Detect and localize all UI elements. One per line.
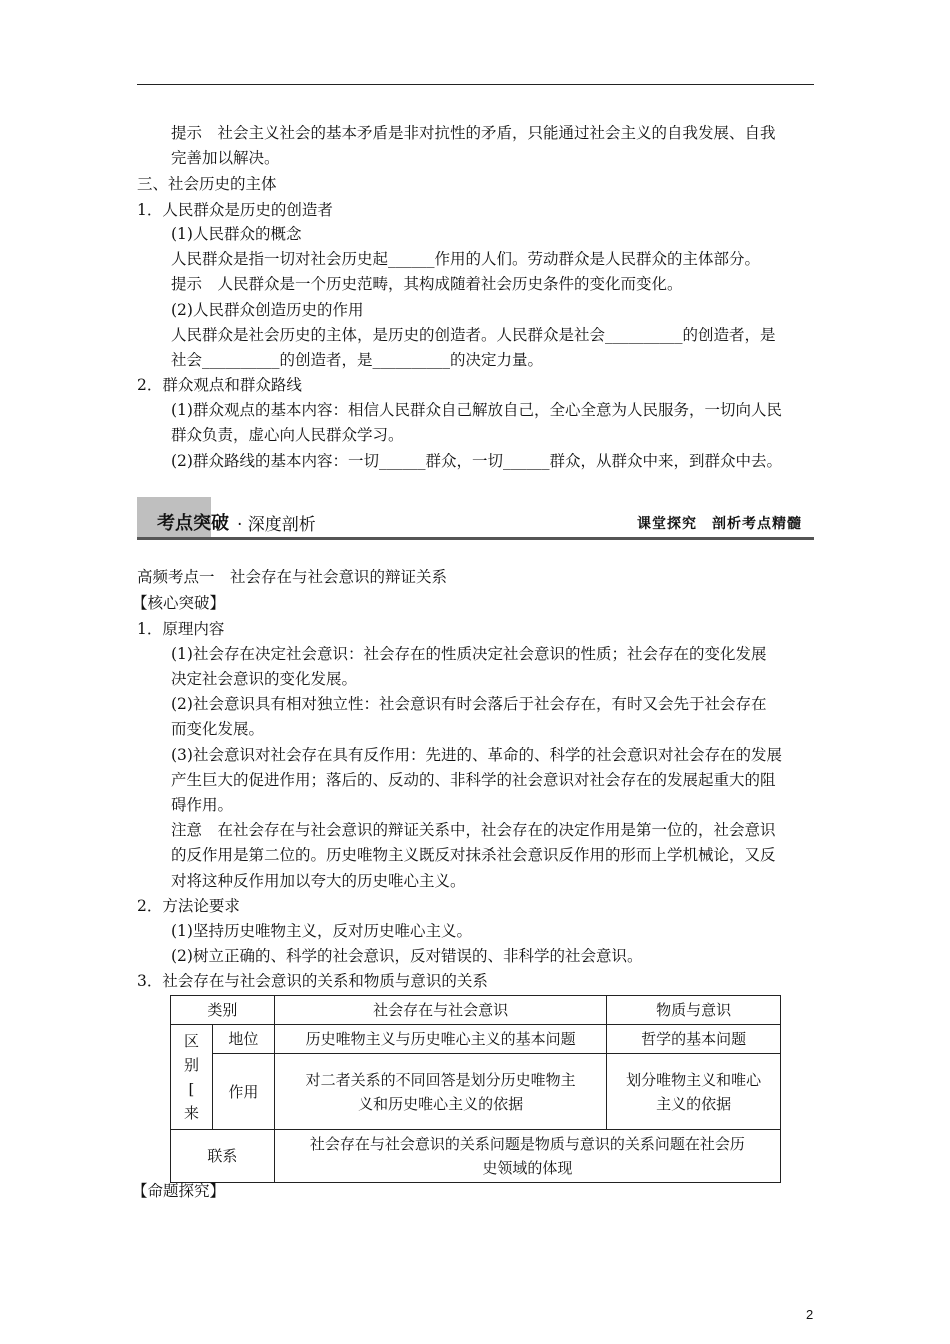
- text-line: 社会__________的创造者，是__________的决定力量。: [171, 351, 544, 369]
- header-cell-matter: 物质与意识: [607, 996, 781, 1025]
- cell-line: 社会存在与社会意识的关系问题是物质与意识的关系问题在社会历: [309, 1135, 745, 1153]
- note-line: 对将这种反作用加以夸大的历史唯心主义。: [171, 872, 466, 890]
- text-line: (1)群众观点的基本内容：相信人民群众自己解放自己，全心全意为人民服务，一切向人民: [171, 401, 782, 419]
- table-cell: 历史唯物主义与历史唯心主义的基本问题: [274, 1025, 606, 1054]
- note-line: 注意 在社会存在与社会意识的辩证关系中，社会存在的决定作用是第一位的，社会意识: [171, 821, 776, 839]
- cell-line: 主义的依据: [656, 1094, 732, 1113]
- text-line: 提示 社会主义社会的基本矛盾是非对抗性的矛盾，只能通过社会主义的自我发展、自我: [171, 124, 776, 142]
- text-line: (1)人民群众的概念: [171, 225, 302, 243]
- header-cell-society: 社会存在与社会意识: [274, 996, 606, 1025]
- header-cell-category: 类别: [171, 996, 275, 1025]
- table-row: [171, 1054, 781, 1130]
- text-line: 群众负责，虚心向人民群众学习。: [171, 426, 404, 444]
- cell-line: 对二者关系的不同回答是划分历史唯物主: [305, 1070, 576, 1089]
- row-label-status: 地位: [212, 1025, 274, 1054]
- table-cell: [274, 1130, 780, 1183]
- subsection-heading: 2．群众观点和群众路线: [137, 376, 302, 394]
- cell-line: 划分唯物主义和唯心: [626, 1070, 762, 1089]
- text-line: (2)社会意识具有相对独立性：社会意识有时会落后于社会存在，有时又会先于社会存在: [171, 695, 767, 713]
- group-label-char: 来: [183, 1104, 199, 1122]
- section-banner: [137, 497, 814, 541]
- cell-line: 史领域的体现: [482, 1159, 573, 1177]
- banner-title: 考点突破: [157, 513, 229, 534]
- text-line: (3)社会意识对社会存在具有反作用：先进的、革命的、科学的社会意识对社会存在的发展: [171, 746, 782, 764]
- table-cell: [274, 1054, 606, 1130]
- note-line: 的反作用是第二位的。历史唯物主义既反对抹杀社会意识反作用的形而上学机械论，又反: [171, 846, 776, 864]
- subsection-heading: 1．人民群众是历史的创造者: [137, 201, 333, 219]
- table-cell: [607, 1054, 781, 1130]
- banner-right-label: 课堂探究 剖析考点精髓: [637, 516, 802, 532]
- text-line: (1)社会存在决定社会意识：社会存在的性质决定社会意识的性质；社会存在的变化发展: [171, 645, 767, 663]
- group-label-cell: [171, 1025, 213, 1130]
- page-number: 2: [806, 1307, 814, 1322]
- table-row: [171, 996, 781, 1025]
- subsection-heading: 1．原理内容: [137, 620, 225, 638]
- row-label-function: 作用: [212, 1054, 274, 1130]
- banner-underline: [137, 537, 814, 540]
- banner-subtitle: · 深度剖析: [237, 515, 316, 535]
- row-label-connection: 联系: [171, 1130, 275, 1183]
- cell-line: 义和历史唯心主义的依据: [358, 1094, 524, 1113]
- text-line: 决定社会意识的变化发展。: [171, 670, 358, 688]
- text-line: 完善加以解决。: [171, 149, 280, 167]
- table-cell: 哲学的基本问题: [607, 1025, 781, 1054]
- text-line: (2)树立正确的、科学的社会意识，反对错误的、非科学的社会意识。: [171, 947, 643, 965]
- topic-heading: 高频考点一 社会存在与社会意识的辩证关系: [137, 568, 448, 586]
- group-label-char: 别: [183, 1056, 199, 1074]
- header-rule: [137, 84, 814, 85]
- bracket-heading: 【命题探究】: [132, 1182, 226, 1200]
- text-line: (1)坚持历史唯物主义，反对历史唯心主义。: [171, 922, 472, 940]
- text-line: (2)群众路线的基本内容：一切______群众，一切______群众，从群众中来，到群众中去。: [171, 452, 782, 470]
- section-heading: 三、社会历史的主体: [137, 175, 277, 193]
- group-label-char: 区: [183, 1032, 199, 1050]
- subsection-heading: 2．方法论要求: [137, 897, 240, 915]
- text-line: 而变化发展。: [171, 720, 265, 738]
- text-line: 人民群众是指一切对社会历史起______作用的人们。劳动群众是人民群众的主体部分。: [171, 250, 761, 268]
- subsection-heading: 3．社会存在与社会意识的关系和物质与意识的关系: [137, 972, 488, 990]
- table-row: [171, 1130, 781, 1183]
- text-line: 碍作用。: [171, 796, 234, 814]
- text-line: 产生巨大的促进作用；落后的、反动的、非科学的社会意识对社会存在的发展起重大的阻: [171, 771, 776, 789]
- text-line: (2)人民群众创造历史的作用: [171, 301, 364, 319]
- text-line: 人民群众是社会历史的主体，是历史的创造者。人民群众是社会__________的创造者，是: [171, 326, 776, 344]
- group-label-char: [: [188, 1080, 195, 1098]
- bracket-heading: 【核心突破】: [132, 594, 226, 612]
- table-row: [171, 1025, 781, 1054]
- text-line: 提示 人民群众是一个历史范畴，其构成随着社会历史条件的变化而变化。: [171, 275, 683, 293]
- comparison-table: [170, 995, 781, 1183]
